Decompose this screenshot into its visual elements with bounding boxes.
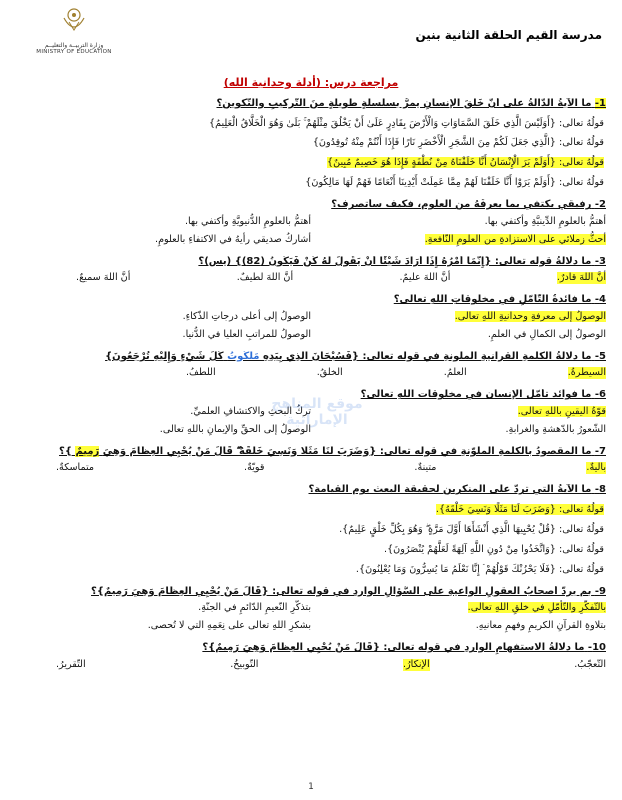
answer-option[interactable]: بتذكّرِ النّعيمِ الدّائمِ في الجنّةِ. (198, 602, 311, 614)
answer-option-correct[interactable]: الوصولُ إلى معرفةِ وحدانيةِ اللهِ تعالى. (454, 310, 606, 322)
school-name: مدرسة القيم الحلقة الثانية بنين (415, 28, 602, 42)
question-title (16, 586, 606, 599)
answer-option-correct[interactable]: أنَّ اللهَ قادرٌ. (556, 272, 606, 284)
question-title (16, 294, 606, 307)
page-title-text: مراجعة درس: (أدلة وحدانية الله) (223, 76, 399, 89)
answer-option[interactable]: أنَّ اللهَ عليمٌ. (399, 272, 451, 284)
answer-option[interactable]: قولُهُ تعالى: {أَوَلَمْ يَرَوْا أَنَّا خَلَقْنَا لَهُمْ مِمَّا عَمِلَتْ أَيْدِينَا أَنْعَامًا فَهُمْ لَهَا مَالِكُونَ} (305, 177, 604, 189)
question-8 (16, 484, 606, 579)
question-number: 3- (594, 255, 606, 267)
answer-option-correct[interactable]: قولُهُ تعالى: {أَوَلَمْ يَرَ الْإِنْسَانُ أَنَّا خَلَقْنَاهُ مِنْ نُطْفَةٍ فَإِذَا هُوَ خَصِيمٌ مُبِينٌ} (327, 157, 604, 169)
answer-option[interactable]: قولُهُ تعالى: {وَاتَّخَذُوا مِنْ دُونِ اللَّهِ آلِهَةً لَعَلَّهُمْ يُنْصَرُونَ}. (384, 543, 604, 555)
question-text: ما فوائد تأمّل الإنسان في مخلوقات اللهِ تعالى؟ (360, 389, 592, 401)
question-10 (16, 642, 606, 674)
answer-option[interactable]: الوصولُ إلى الكمالِ في العلمِ. (487, 328, 606, 340)
question-text: رفيقي يكتفي بما يعرفُهُ من العلوم، فكيف سأتصرف؟ (331, 199, 592, 211)
answer-option[interactable]: متماسكةٌ. (56, 462, 95, 474)
answer-option[interactable]: قويّةٌ. (244, 462, 265, 474)
question-number: 8- (594, 484, 606, 496)
question-2 (16, 199, 606, 249)
answer-option[interactable]: اللطفُ. (186, 367, 216, 379)
question-text-suffix: كُلِّ شَيْءٍ وَإِلَيْهِ تُرْجَعُونَ} (105, 350, 224, 362)
watermark: موقع المناهج الإماراتية (271, 396, 363, 428)
question-title (16, 256, 606, 269)
question-text: ما الآيةُ التي تردُّ على المنكرين لحقيقة البعث يوم القيامة؟ (308, 484, 592, 496)
question-title (16, 642, 606, 655)
question-text: ما دلالةُ الكلمةِ القرآنيةِ الملونةِ في قوله تعالى: {فَسُبْحَانَ الَّذِي بِيَدِهِ (263, 350, 592, 362)
answer-option[interactable]: الوصولُ إلى الحقِّ والإيمانِ باللهِ تعالى. (159, 423, 311, 435)
answer-option[interactable]: أنَّ اللهَ لطيفٌ. (236, 272, 294, 284)
question-number: 1- (594, 98, 606, 109)
page-header (0, 0, 622, 62)
answer-option[interactable]: بشكرِ اللهِ تعالى على نِعَمِهِ التي لا تُحصى. (147, 620, 311, 632)
answer-option[interactable]: قولُهُ تعالى: {الَّذِي جَعَلَ لَكُمْ مِنَ الشَّجَرِ الْأَخْضَرِ نَارًا فَإِذَا أَنْتُمْ مِنْهُ تُوقِدُونَ} (312, 137, 604, 149)
question-title (16, 484, 606, 497)
question-number: 7- (594, 445, 606, 457)
answer-option[interactable]: الخلقُ. (316, 367, 343, 379)
question-number: 6- (594, 389, 606, 401)
question-number: 10- (587, 642, 606, 654)
ministry-name-ar: وزارة التربيــة والتعليــم (44, 42, 104, 49)
quran-word-highlighted: رَمِيمٌ (75, 445, 100, 457)
ministry-name-en: MINISTRY OF EDUCATION (36, 49, 112, 55)
answer-option-correct[interactable]: باليةٌ. (586, 462, 606, 474)
question-title (16, 351, 606, 364)
questions-list (16, 92, 606, 675)
ministry-logo (14, 6, 134, 55)
question-number: 4- (594, 294, 606, 306)
answer-option-correct[interactable]: قولُهُ تعالى: {وَضَرَبَ لَنَا مَثَلًا وَنَسِيَ خَلْقَهُ}. (435, 503, 604, 515)
question-5 (16, 351, 606, 383)
answer-option[interactable]: متينةٌ. (414, 462, 437, 474)
answer-option[interactable]: قولُهُ تعالى: {قُلْ يُحْيِيهَا الَّذِي أَنْشَأَهَا أَوَّلَ مَرَّةٍ ۖ وَهُوَ بِكُلِّ خَلْقٍ عَلِيمٌ}. (339, 523, 604, 535)
answer-option-correct[interactable]: أحثُّ زملائي على الاستزادةِ من العلومِ النّافعةِ. (424, 233, 606, 245)
question-number: 2- (594, 199, 606, 211)
answer-option-correct[interactable]: السيطرةُ. (567, 367, 606, 379)
answer-option[interactable]: الوصولُ للمراتبِ العليا في الدُّنيا. (182, 328, 311, 340)
answer-option[interactable]: أهتمُّ بالعلومِ الدُّنيويَّةِ وأكتفي بها. (184, 215, 311, 227)
answer-option[interactable]: أنَّ اللهَ سميعٌ. (76, 272, 131, 284)
answer-option[interactable]: التّعجّبُ. (574, 658, 606, 670)
question-text: ما فائدةُ التّأمّلِ في مخلوقاتِ اللهِ تعالى؟ (393, 294, 592, 306)
question-4 (16, 294, 606, 344)
question-title (16, 199, 606, 212)
answer-option[interactable]: العلمُ. (443, 367, 467, 379)
answer-option[interactable]: التّوبيخُ. (230, 658, 259, 670)
answer-option-correct[interactable]: قوّةُ اليقينِ باللهِ تعالى. (517, 405, 606, 417)
answer-option-correct[interactable]: بالتّفكّرِ والتّأمّلِ في خلقِ اللهِ تعالى. (467, 602, 606, 614)
question-text-suffix: }؟ (59, 445, 72, 457)
answer-option[interactable]: التّقريرُ. (56, 658, 86, 670)
answer-option[interactable]: أشاركُ صديقي رأيهُ في الاكتفاءِ بالعلومِ. (155, 233, 311, 245)
answer-option[interactable]: أهتمُّ بالعلومِ الدِّينيَّةِ وأكتفي بها. (484, 215, 606, 227)
uae-emblem-icon (61, 6, 87, 36)
answer-option[interactable]: تركُ البحثِ والاكتشافِ العلميِّ. (190, 405, 311, 417)
page-title (0, 76, 622, 89)
answer-option[interactable]: الشّعورُ بالدّهشةِ والغرابةِ. (505, 423, 606, 435)
answer-option[interactable]: الوصولُ إلى أعلى درجاتِ الذّكاءِ. (182, 310, 311, 322)
question-title (16, 98, 606, 111)
quran-word-highlighted: مَلَكُوتُ (227, 350, 260, 362)
question-text: ما الآيةُ الدّالَّةُ على أنَّ خَلْقَ الإنسانِ يمرُّ بسلسلةٍ طويلةٍ منَ التّركيبِ والتّكوين؟ (216, 98, 592, 109)
question-3 (16, 256, 606, 288)
answer-option[interactable]: بتلاوةِ القرآنِ الكريمِ وفهمِ معانيهِ. (475, 620, 606, 632)
page-number: 1 (308, 782, 314, 792)
answer-option-correct[interactable]: الإنكارُ. (402, 658, 430, 670)
answer-option[interactable]: قولُهُ تعالى: {فَلَا يَحْزُنْكَ قَوْلُهُمْ ۘ إِنَّا نَعْلَمُ مَا يُسِرُّونَ وَمَا يُعْلِنُونَ}. (355, 563, 604, 575)
question-text: ما دلالةُ الاستفهامِ الواردِ في قوله تعالى: {قَالَ مَنْ يُحْيِي الْعِظَامَ وَهِيَ رَمِيمٌ}؟ (202, 642, 585, 654)
question-text: ما المقصودُ بالكلمةِ الملوّنةِ في قوله تعالى: {وَضَرَبَ لَنَا مَثَلًا وَنَسِيَ خَلْقَهُ ۖ قَالَ مَنْ يُحْيِي الْعِظَامَ وَهِيَ (102, 445, 592, 457)
question-title (16, 446, 606, 459)
question-number: 9- (594, 585, 606, 597)
question-7 (16, 446, 606, 478)
question-9 (16, 586, 606, 636)
question-number: 5- (594, 350, 606, 362)
question-text: ما دلالةُ قوله تعالى: {إِنَّمَا أَمْرُهُ إِذَا أَرَادَ شَيْئًا أَنْ يَقُولَ لَهُ كُنْ فَيَكُونُ (82)} (يس)؟ (198, 255, 592, 267)
question-text: بم يردُّ أصحابُ العقولِ الواعيةِ على السُّؤالِ الواردِ في قوله تعالى: {قَالَ مَنْ يُحْيِي الْعِظَامَ وَهِيَ رَمِيمٌ}؟ (91, 585, 592, 597)
question-1 (16, 98, 606, 193)
answer-option[interactable]: قولُهُ تعالى: {أَوَلَيْسَ الَّذِي خَلَقَ السَّمَاوَاتِ وَالْأَرْضَ بِقَادِرٍ عَلَىٰ أَنْ يَخْلُقَ مِثْلَهُمْ ۚ بَلَىٰ وَهُوَ الْخَلَّاقُ الْعَلِيمُ} (209, 117, 604, 129)
